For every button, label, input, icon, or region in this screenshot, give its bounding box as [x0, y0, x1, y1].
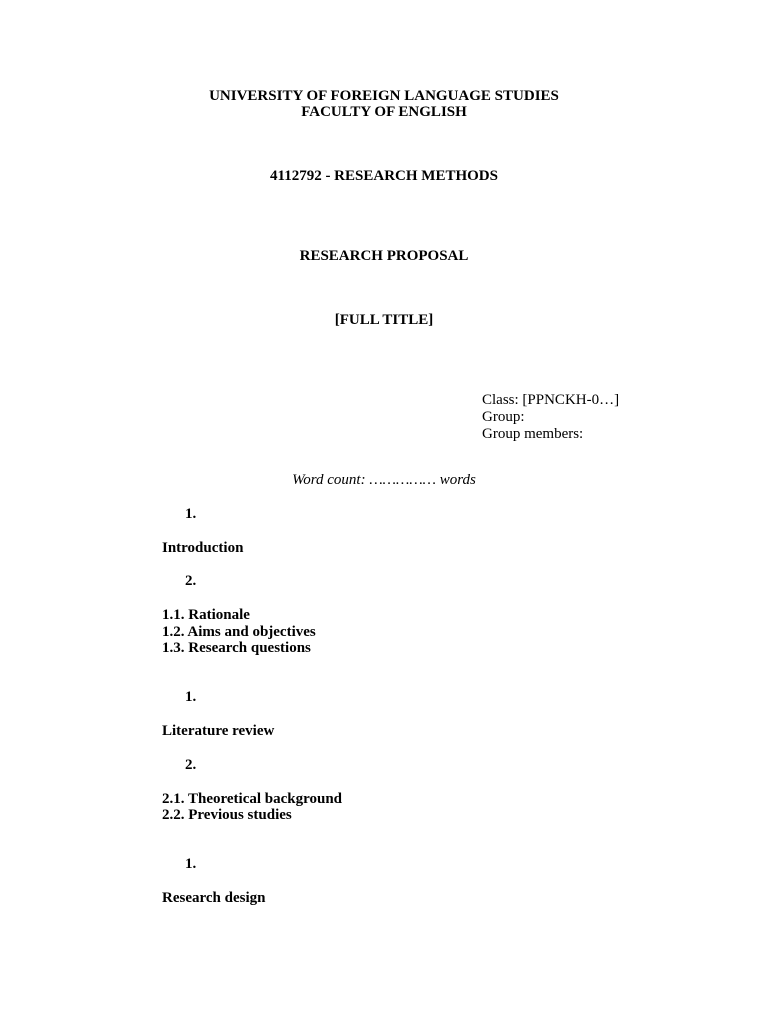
subsection-heading: 1.2. Aims and objectives — [162, 624, 316, 640]
subsection-heading: 2.2. Previous studies — [162, 807, 292, 823]
section-heading-introduction: Introduction — [162, 540, 244, 556]
course-title: 4112792 - RESEARCH METHODS — [270, 168, 498, 184]
word-count: Word count: …………… words — [292, 472, 476, 488]
faculty-name: FACULTY OF ENGLISH — [301, 104, 467, 120]
subsection-heading: 2.1. Theoretical background — [162, 791, 343, 807]
subsection-heading: 1.1. Rationale — [162, 607, 250, 623]
section-number: 1. — [185, 856, 197, 872]
section-heading-literature-review: Literature review — [162, 723, 275, 739]
document-type: RESEARCH PROPOSAL — [299, 248, 469, 264]
section-number: 1. — [185, 506, 197, 522]
section-number: 1. — [185, 689, 197, 705]
university-name: UNIVERSITY OF FOREIGN LANGUAGE STUDIES — [209, 88, 559, 104]
section-heading-research-design: Research design — [162, 890, 266, 906]
group-field: Group: — [482, 409, 525, 425]
class-field: Class: [PPNCKH-0…] — [482, 392, 620, 408]
subsection-heading: 1.3. Research questions — [162, 640, 311, 656]
subsection-number: 2. — [185, 573, 197, 589]
full-title-placeholder: [FULL TITLE] — [334, 312, 434, 328]
group-members-field: Group members: — [482, 426, 584, 442]
subsection-number: 2. — [185, 757, 197, 773]
